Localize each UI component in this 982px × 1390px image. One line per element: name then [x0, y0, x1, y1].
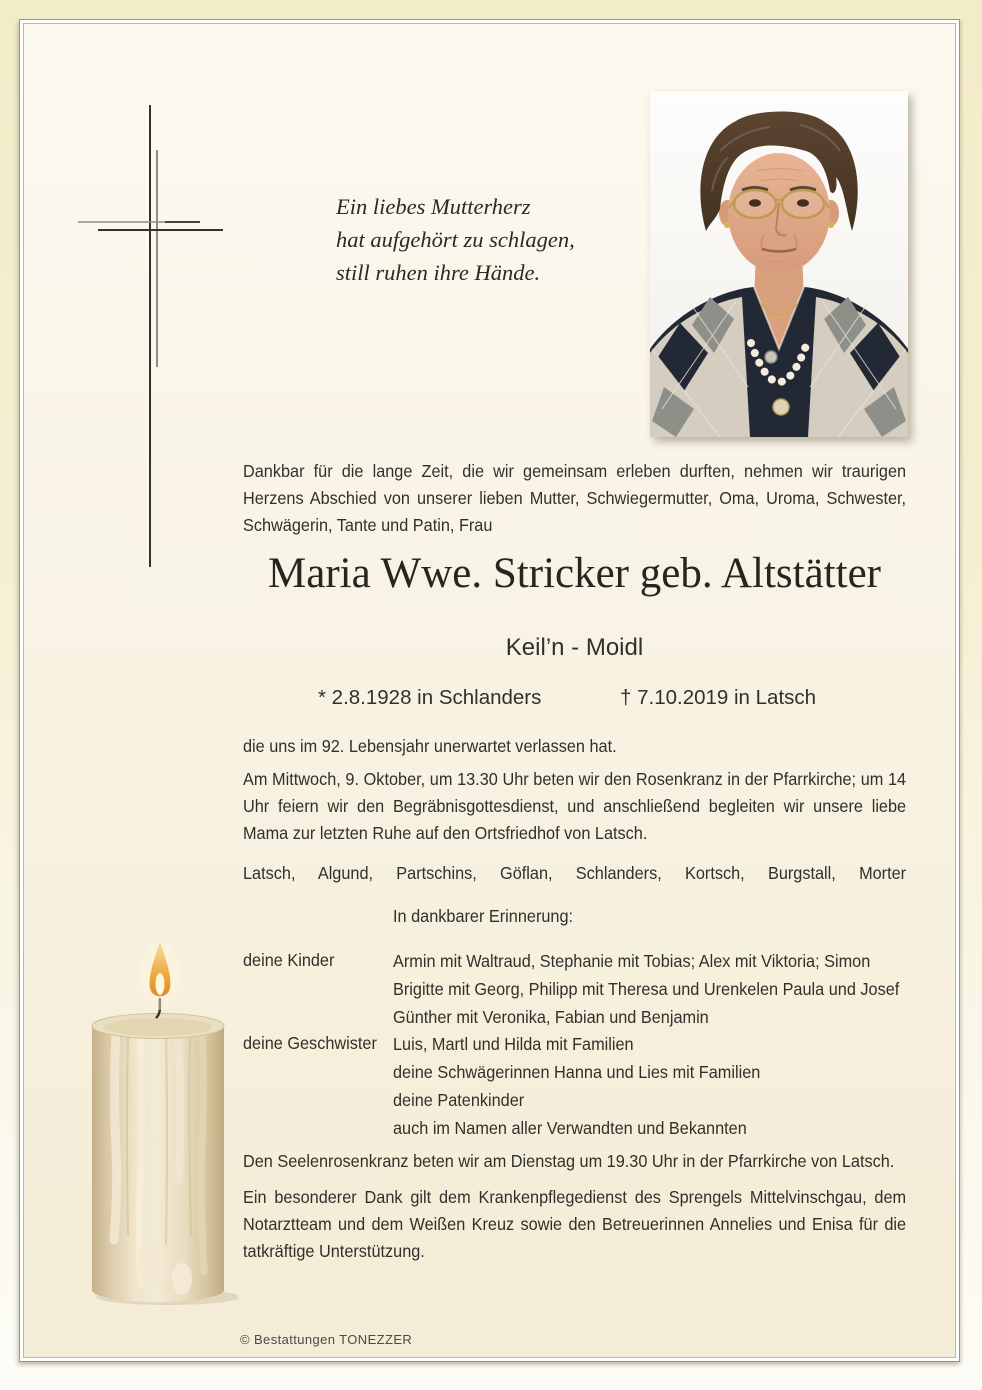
quote [336, 190, 575, 289]
rosary-paragraph: Den Seelenrosenkranz beten wir am Dienstag um 19.30 Uhr in der Pfarrkirche von Latsch. [243, 1151, 895, 1171]
quote-line: Ein liebes Mutterherz [336, 194, 531, 219]
remembrance-entry [393, 947, 953, 1031]
thanks-paragraph: Ein besonderer Dank gilt dem Krankenpflegedienst des Sprengels Mittelvinschgau, dem Notarztteam und dem Weißen Kreuz sowie den Betreuerinnen Annelies und Enisa für die tatkräftige Unterstützung. [243, 1187, 907, 1261]
footer-credit: © Bestattungen TONEZZER [240, 1332, 413, 1347]
quote-line: hat aufgehört zu schlagen, [336, 227, 575, 252]
remembrance-heading: In dankbarer Erinnerung: [393, 906, 574, 926]
candle-icon [82, 934, 238, 1308]
entry-line: Brigitte mit Georg, Philipp mit Theresa und Urenkelen Paula und Josef [393, 979, 900, 999]
intro-paragraph: Dankbar für die lange Zeit, die wir gemeinsam erleben durften, nehmen wir traurigen Herzens Abschied von unserer lieben Mutter, Schwiegermutter, Oma, Uroma, Schwester, Schwägerin, Tante und Patin, Frau [243, 461, 907, 535]
entry-line: Armin mit Waltraud, Stephanie mit Tobias; Alex mit Viktoria; Simon [393, 951, 871, 971]
mourning-places: Latsch, Algund, Partschins, Göflan, Schlanders, Kortsch, Burgstall, Morter [243, 863, 907, 883]
entry-line: deine Patenkinder [393, 1090, 525, 1110]
remembrance-entry [393, 1030, 953, 1142]
birth-date: * 2.8.1928 in Schlanders [318, 686, 542, 709]
death-date: † 7.10.2019 in Latsch [620, 686, 817, 709]
entry-line: deine Schwägerinnen Hanna und Lies mit Familien [393, 1062, 761, 1082]
house-name: Keil’n - Moidl [505, 634, 644, 661]
portrait-photo [650, 91, 908, 437]
entry-label: deine Kinder [243, 950, 335, 970]
funeral-paragraph: Am Mittwoch, 9. Oktober, um 13.30 Uhr beten wir den Rosenkranz in der Pfarrkirche; um 14 Uhr feiern wir den Begräbnisgottesdienst, und anschließend begleiten wir unsere liebe Mama zur letzten Ruhe auf den Ortsfriedhof von Latsch. [243, 769, 907, 843]
entry-line: Günther mit Veronika, Fabian und Benjamin [393, 1007, 709, 1027]
entry-line: auch im Namen aller Verwandten und Bekannten [393, 1118, 747, 1138]
deceased-name: Maria Wwe. Stricker geb. Altstätter [268, 550, 881, 597]
quote-line: still ruhen ihre Hände. [336, 260, 541, 285]
entry-label: deine Geschwister [243, 1033, 377, 1053]
entry-line: Luis, Martl und Hilda mit Familien [393, 1034, 634, 1054]
age-line: die uns im 92. Lebensjahr unerwartet verlassen hat. [243, 736, 617, 756]
cross-icon [70, 95, 240, 575]
